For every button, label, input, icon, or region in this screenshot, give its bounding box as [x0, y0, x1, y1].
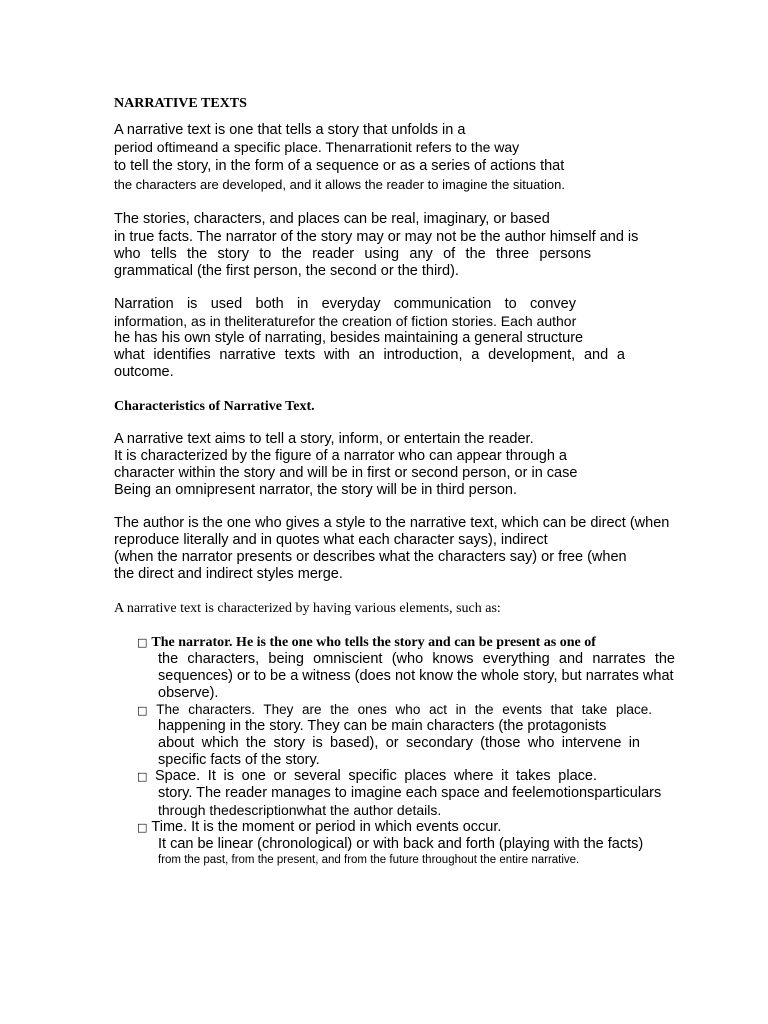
paragraph-line: Being an omnipresent narrator, the story will be in third person. — [114, 482, 517, 498]
section-heading: Characteristics of Narrative Text. — [114, 399, 315, 414]
paragraph-line: A narrative text is one that tells a story that unfolds in a — [114, 122, 466, 138]
paragraph-line: information, as in theliteraturefor the creation of fiction stories. Each author — [114, 313, 577, 329]
paragraph-line: outcome. — [114, 364, 174, 380]
paragraph-line: The author is the one who gives a style to the narrative text, which can be direct (when — [114, 515, 670, 531]
list-item-head — [137, 701, 652, 718]
list-item-line: through thedescriptionwhat the author details. — [158, 802, 442, 818]
list-item-head-text: Space. It is one or several specific places where it takes place. — [155, 768, 597, 784]
paragraph-line: reproduce literally and in quotes what each character says), indirect — [114, 532, 548, 548]
list-item-head — [137, 634, 596, 651]
paragraph-line: who tells the story to the reader using any of the three persons — [114, 246, 591, 262]
list-item-line: specific facts of the story. — [158, 752, 320, 768]
checkbox-bullet-icon: □ — [137, 636, 148, 649]
paragraph-line: It is characterized by the figure of a narrator who can appear through a — [114, 448, 567, 464]
paragraph-line: to tell the story, in the form of a sequence or as a series of actions that — [114, 158, 565, 174]
list-item-line: from the past, from the present, and from the future throughout the entire narrative. — [158, 854, 580, 866]
list-item-line: It can be linear (chronological) or with back and forth (playing with the facts) — [158, 836, 644, 852]
paragraph-line: (when the narrator presents or describes what the characters say) or free (when — [114, 549, 627, 565]
elements-intro: A narrative text is characterized by having various elements, such as: — [114, 601, 501, 616]
paragraph-line: Narration is used both in everyday communication to convey — [114, 296, 576, 312]
list-item-head — [137, 819, 501, 836]
document-title: NARRATIVE TEXTS — [114, 96, 247, 111]
paragraph-line: in true facts. The narrator of the story may or may not be the author himself and is — [114, 229, 639, 245]
paragraph-line: the direct and indirect styles merge. — [114, 566, 343, 582]
list-item-line: sequences) or to be a witness (does not know the whole story, but narrates what — [158, 668, 674, 684]
list-item-head-text: The narrator. He is the one who tells the story and can be present as one of — [151, 635, 596, 650]
list-item-head — [137, 768, 597, 785]
list-item-line: observe). — [158, 685, 219, 701]
checkbox-bullet-icon: □ — [137, 770, 152, 783]
paragraph-line: grammatical (the first person, the second or the third). — [114, 263, 459, 279]
checkbox-bullet-icon: □ — [137, 821, 148, 834]
list-item-head-text: The characters. They are the ones who act in the events that take place. — [156, 702, 652, 717]
paragraph-line: the characters are developed, and it allows the reader to imagine the situation. — [114, 177, 565, 192]
list-item-line: the characters, being omniscient (who knows everything and narrates the — [158, 651, 675, 667]
paragraph-line: he has his own style of narrating, besides maintaining a general structure — [114, 330, 584, 346]
paragraph-line: what identifies narrative texts with an introduction, a development, and a — [114, 347, 625, 363]
list-item-line: happening in the story. They can be main characters (the protagonists — [158, 718, 607, 734]
paragraph-line: A narrative text aims to tell a story, inform, or entertain the reader. — [114, 431, 534, 447]
list-item-line: story. The reader manages to imagine each space and feelemotionsparticulars — [158, 785, 662, 801]
list-item-head-text: Time. It is the moment or period in which events occur. — [151, 819, 502, 835]
paragraph-line: The stories, characters, and places can be real, imaginary, or based — [114, 211, 550, 227]
list-item-line: about which the story is based), or secondary (those who intervene in — [158, 735, 640, 751]
checkbox-bullet-icon: □ — [137, 704, 153, 717]
paragraph-line: character within the story and will be in first or second person, or in case — [114, 465, 578, 481]
paragraph-line: period oftimeand a specific place. Thenarrationit refers to the way — [114, 139, 520, 155]
